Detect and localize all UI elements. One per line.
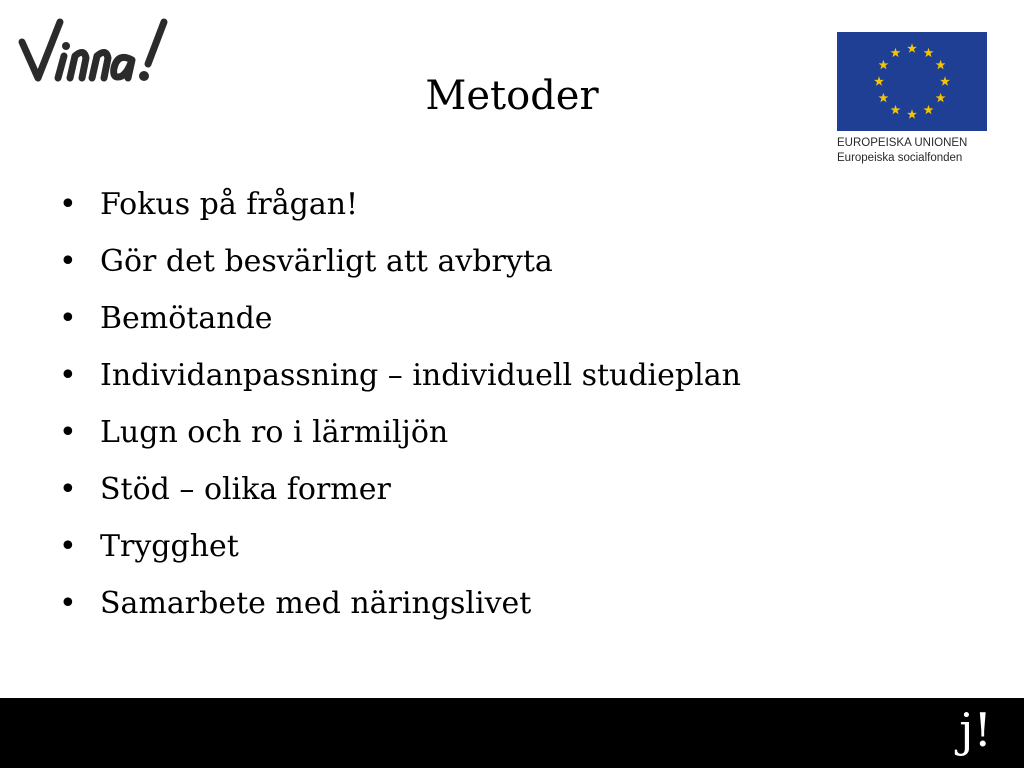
bullet-marker: • (59, 415, 77, 450)
list-item-text: Bemötande (100, 301, 273, 336)
bullet-marker: • (59, 529, 77, 564)
list-item-text: Gör det besvärligt att avbryta (100, 244, 553, 279)
list-item (56, 357, 756, 395)
list-item (56, 414, 756, 452)
list-item (56, 186, 756, 224)
list-item (56, 585, 756, 623)
list-item (56, 471, 756, 509)
list-item-text: Lugn och ro i lärmiljön (100, 415, 449, 450)
list-item-text: Trygghet (100, 529, 239, 564)
eu-logo (832, 30, 992, 170)
bullet-marker: • (59, 472, 77, 507)
list-item (56, 243, 756, 281)
footer-logo-mark: j! (959, 703, 992, 757)
list-item-text: Stöd – olika former (100, 472, 391, 507)
eu-union-label: EUROPEISKA UNIONEN (837, 137, 968, 149)
bullet-marker: • (59, 301, 77, 336)
footer-bar (0, 698, 1024, 768)
bullet-marker: • (59, 586, 77, 621)
eu-flag-icon (837, 32, 987, 131)
bullet-marker: • (59, 358, 77, 393)
slide-title: Metoder (425, 73, 599, 119)
list-item (56, 300, 756, 338)
list-item-text: Samarbete med näringslivet (100, 586, 532, 621)
bullet-marker: • (59, 244, 77, 279)
eu-fund-label: Europeiska socialfonden (837, 152, 963, 164)
list-item-text: Individanpassning – individuell studieplan (100, 358, 741, 393)
list-item-text: Fokus på frågan! (100, 187, 359, 222)
list-item (56, 528, 756, 566)
bullet-list (56, 186, 756, 642)
bullet-marker: • (59, 187, 77, 222)
